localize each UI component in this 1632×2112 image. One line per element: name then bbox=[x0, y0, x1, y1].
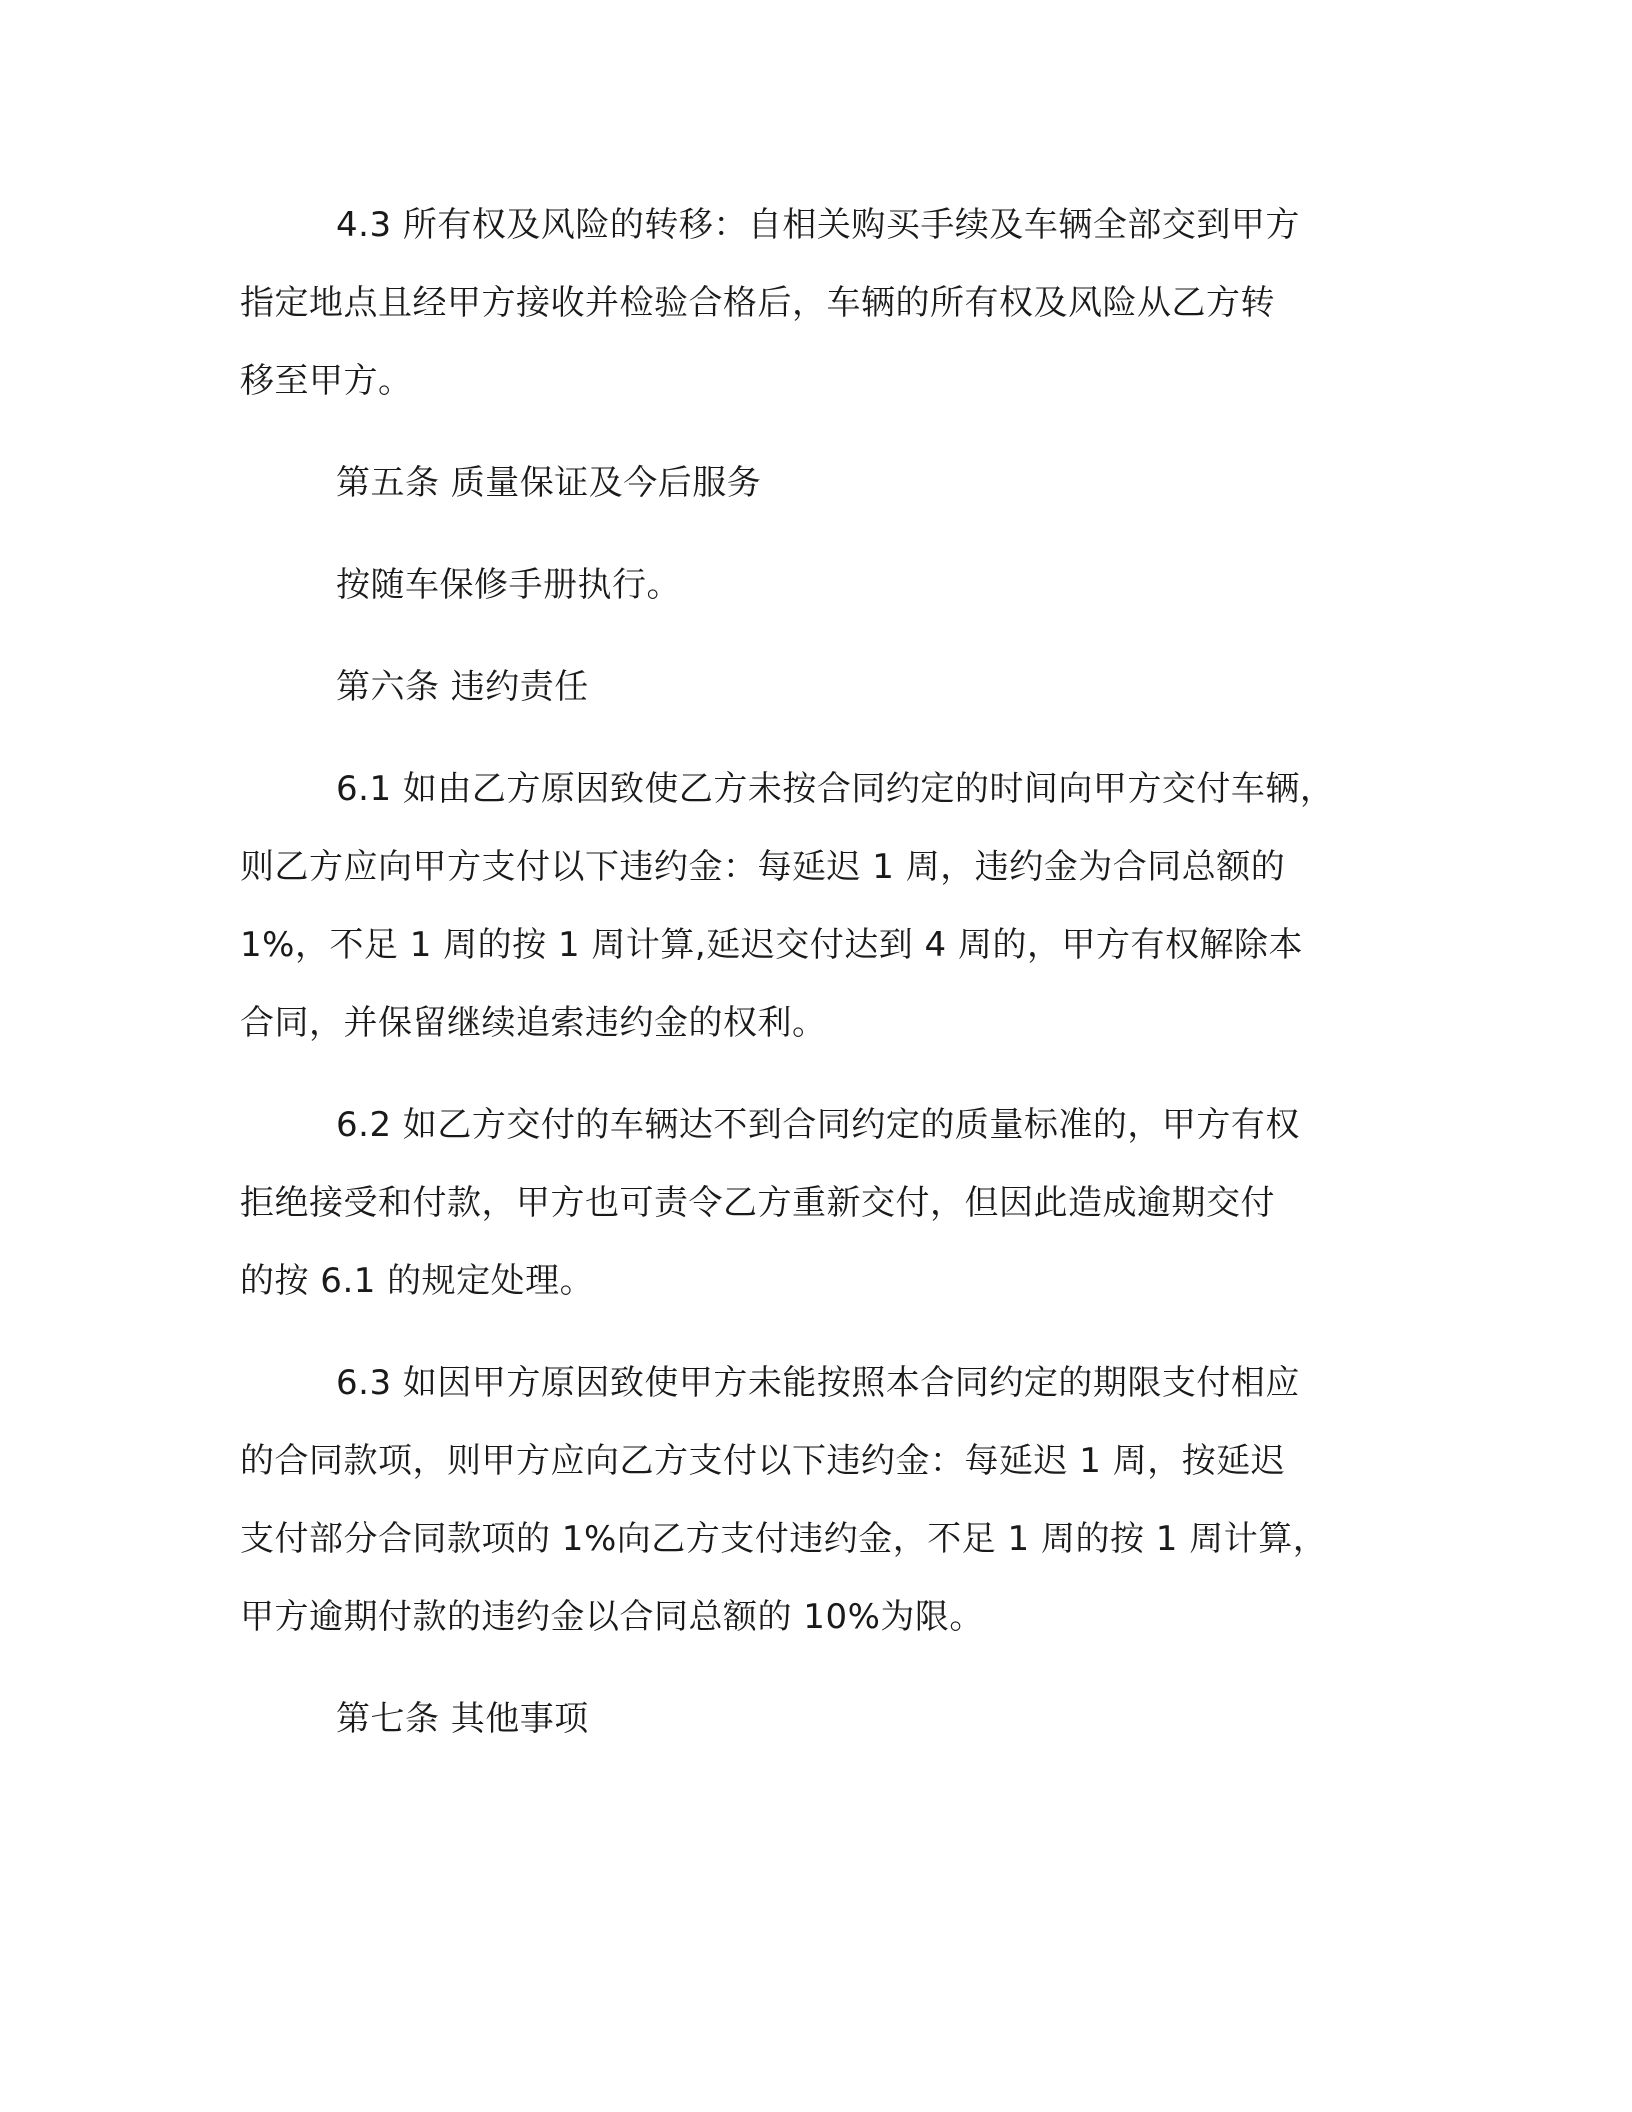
text-line: 合同，并保留继续追索违约金的权利。 bbox=[240, 1003, 827, 1043]
heading-text: 第七条 其他事项 bbox=[336, 1699, 589, 1739]
article-5-body bbox=[240, 546, 1368, 624]
clause-6-3 bbox=[240, 1344, 1368, 1656]
text-line: 按随车保修手册执行。 bbox=[336, 565, 681, 605]
text-line: 则乙方应向甲方支付以下违约金：每延迟 1 周，违约金为合同总额的 bbox=[240, 847, 1286, 887]
clause-6-1 bbox=[240, 750, 1368, 1062]
heading-text: 第六条 违约责任 bbox=[336, 667, 589, 707]
clause-6-2 bbox=[240, 1086, 1368, 1320]
article-6-heading bbox=[240, 648, 1368, 726]
text-line: 6.2 如乙方交付的车辆达不到合同约定的质量标准的，甲方有权 bbox=[336, 1105, 1300, 1145]
text-line: 支付部分合同款项的 1%向乙方支付违约金，不足 1 周的按 1 周计算， bbox=[240, 1519, 1328, 1559]
text-line: 指定地点且经甲方接收并检验合格后，车辆的所有权及风险从乙方转 bbox=[240, 283, 1275, 323]
text-line: 拒绝接受和付款，甲方也可责令乙方重新交付，但因此造成逾期交付 bbox=[240, 1183, 1275, 1223]
text-line: 4.3 所有权及风险的转移：自相关购买手续及车辆全部交到甲方 bbox=[336, 205, 1300, 245]
heading-text: 第五条 质量保证及今后服务 bbox=[336, 463, 762, 503]
text-line: 的按 6.1 的规定处理。 bbox=[240, 1261, 595, 1301]
text-line: 6.1 如由乙方原因致使乙方未按合同约定的时间向甲方交付车辆， bbox=[336, 769, 1335, 809]
text-line: 1%，不足 1 周的按 1 周计算,延迟交付达到 4 周的，甲方有权解除本 bbox=[240, 925, 1303, 965]
article-7-heading bbox=[240, 1680, 1368, 1758]
text-line: 6.3 如因甲方原因致使甲方未能按照本合同约定的期限支付相应 bbox=[336, 1363, 1300, 1403]
document-body bbox=[240, 186, 1368, 1782]
clause-4-3 bbox=[240, 186, 1368, 420]
text-line: 的合同款项，则甲方应向乙方支付以下违约金：每延迟 1 周，按延迟 bbox=[240, 1441, 1286, 1481]
text-line: 移至甲方。 bbox=[240, 361, 413, 401]
article-5-heading bbox=[240, 444, 1368, 522]
text-line: 甲方逾期付款的违约金以合同总额的 10%为限。 bbox=[240, 1597, 984, 1637]
